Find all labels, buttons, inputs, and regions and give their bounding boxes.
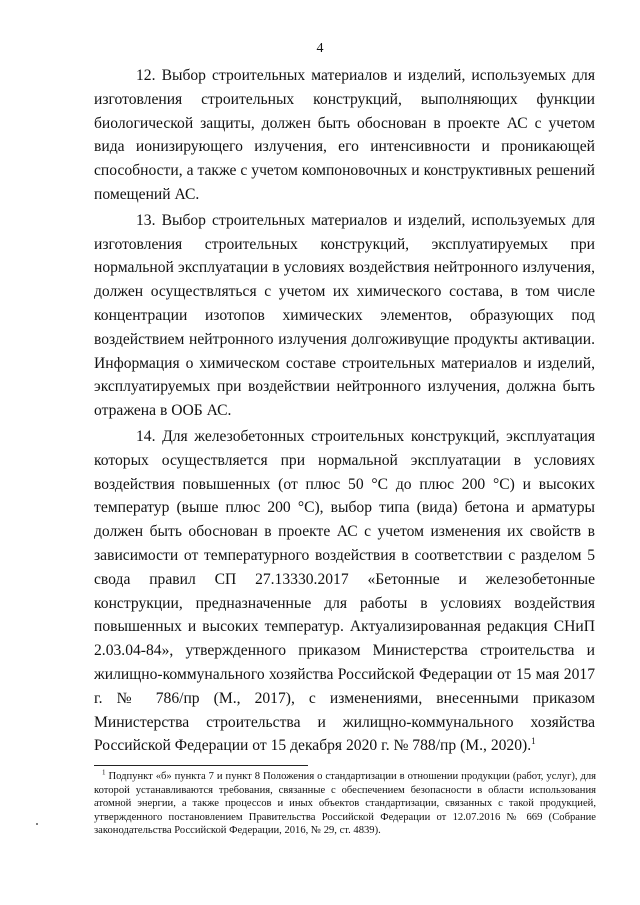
paragraph-12: 12. Выбор строительных материалов и изделий, используемых для изготовления строительных конструкций, выполняющих функции биологической защиты, должен быть обоснован в проекте АС с учетом вида ионизирующего излучения, его интенсивности и проникающей способности, а также с учетом компоновочных и конструктивных решений помещений АС. [94, 67, 595, 203]
footnote [94, 770, 596, 838]
page-number: 4 [316, 41, 324, 56]
footnote-text: Подпункт «б» пункта 7 и пункт 8 Положения о стандартизации в отношении продукции (работ, услуг), для которой устанавливаются требования, связанные с обеспечением безопасности в области использования атомной энергии, а также процессов и иных объектов стандартизации, связанных с такой продукцией, утвержденного постановлением Правительства Российской Федерации от 12.07.2016 № 669 (Собрание законодательства Российской Федерации, 2016, № 29, ст. 4839). [94, 771, 596, 837]
footnote-divider [94, 765, 308, 766]
paragraph-14-text: 14. Для железобетонных строительных конструкций, эксплуатация которых осуществляется при нормальной эксплуатации в условиях воздействия повышенных (от плюс 50 °С до плюс 200 °С) и высоких температур (выше плюс 200 °С), выбор типа (вида) бетона и арматуры должен быть обоснован в проекте АС с учетом изменения их свойств в зависимости от температурного воздействия в соответствии с разделом 5 свода правил СП 27.13330.2017 «Бетонные и железобетонные конструкции, предназначенные для работы в условиях воздействия повышенных и высоких температур. Актуализированная редакция СНиП 2.03.04-84», утвержденного приказом Министерства строительства и жилищно-коммунального хозяйства Российской Федерации от 15 мая 2017 г. № 786/пр (М., 2017), с изменениями, внесенными приказом Министерства строительства и жилищно-коммунального хозяйства Российской Федерации от 15 декабря 2020 г. № 788/пр (М., 2020). [94, 427, 595, 755]
footnote-reference: 1 [531, 736, 536, 747]
paragraph-13: 13. Выбор строительных материалов и изделий, используемых для изготовления строительных конструкций, эксплуатируемых при нормальной эксплуатации в условиях воздействия нейтронного излучения, должен осуществляться с учетом их химического состава, в том числе концентрации изотопов химических элементов, образующих под воздействием нейтронного излучения долгоживущие продукты активации. Информация о химическом составе строительных материалов и изделий, эксплуатируемых при воздействии нейтронного излучения, должна быть отражена в ООБ АС. [94, 211, 595, 420]
paragraph-14 [94, 425, 595, 758]
scan-speck-icon [36, 823, 38, 825]
footnote-mark: 1 [102, 768, 106, 777]
document-body [94, 64, 595, 758]
